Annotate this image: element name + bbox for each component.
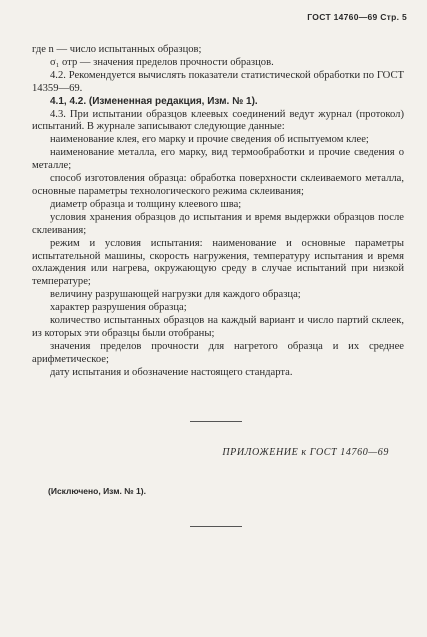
journal-item: дату испытания и обозначение настоящего стандарта.	[50, 366, 293, 378]
formula-explanation-sigma: σ₁ отр — значения пределов прочности образцов.	[50, 56, 274, 68]
amendment-note: 4.1, 4.2. (Измененная редакция, Изм. № 1).	[50, 95, 258, 107]
journal-item: наименование металла, его марку, вид термообработки и прочие сведения о металле;	[32, 147, 404, 172]
formula-explanation-n: где n — число испытанных образцов;	[32, 44, 202, 55]
page-header: ГОСТ 14760—69 Стр. 5	[307, 12, 407, 22]
appendix-title: ПРИЛОЖЕНИЕ к ГОСТ 14760—69	[222, 447, 389, 458]
journal-item: количество испытанных образцов на каждый вариант и число партий склеек, из которых эти образцы были отобраны;	[32, 315, 404, 339]
journal-item: диаметр образца и толщину клеевого шва;	[50, 198, 242, 210]
divider-line	[190, 421, 242, 422]
body-text	[32, 44, 404, 380]
journal-item: значения пределов прочности для нагретого образца и их среднее арифметическое;	[32, 340, 404, 365]
journal-item: наименование клея, его марку и прочие сведения об испытуемом клее;	[50, 134, 369, 146]
excluded-note: (Исключено, Изм. № 1).	[48, 486, 146, 496]
journal-item: величину разрушающей нагрузки для каждого образца;	[50, 289, 301, 301]
journal-item: условия хранения образцов до испытания и время выдержки образцов после склеивания;	[32, 211, 404, 236]
journal-item: характер разрушения образца;	[50, 302, 187, 314]
paragraph-4-3: 4.3. При испытании образцов клеевых соединений ведут журнал (протокол) испытаний. В журнале записывают следующие данные:	[32, 108, 404, 133]
divider-line	[190, 526, 242, 527]
journal-item: режим и условия испытания: наименование и основные параметры испытательной машины, скорость нагружения, температуру испытания и время охлаждения или нагрева, окружающую среду в случае испытаний при низкой температуре;	[32, 237, 404, 288]
paragraph-4-2: 4.2. Рекомендуется вычислять показатели статистической обработки по ГОСТ 14359—69.	[32, 69, 404, 94]
journal-item: способ изготовления образца: обработка поверхности склеиваемого металла, основные параметры технологического режима склеивания;	[32, 173, 404, 197]
